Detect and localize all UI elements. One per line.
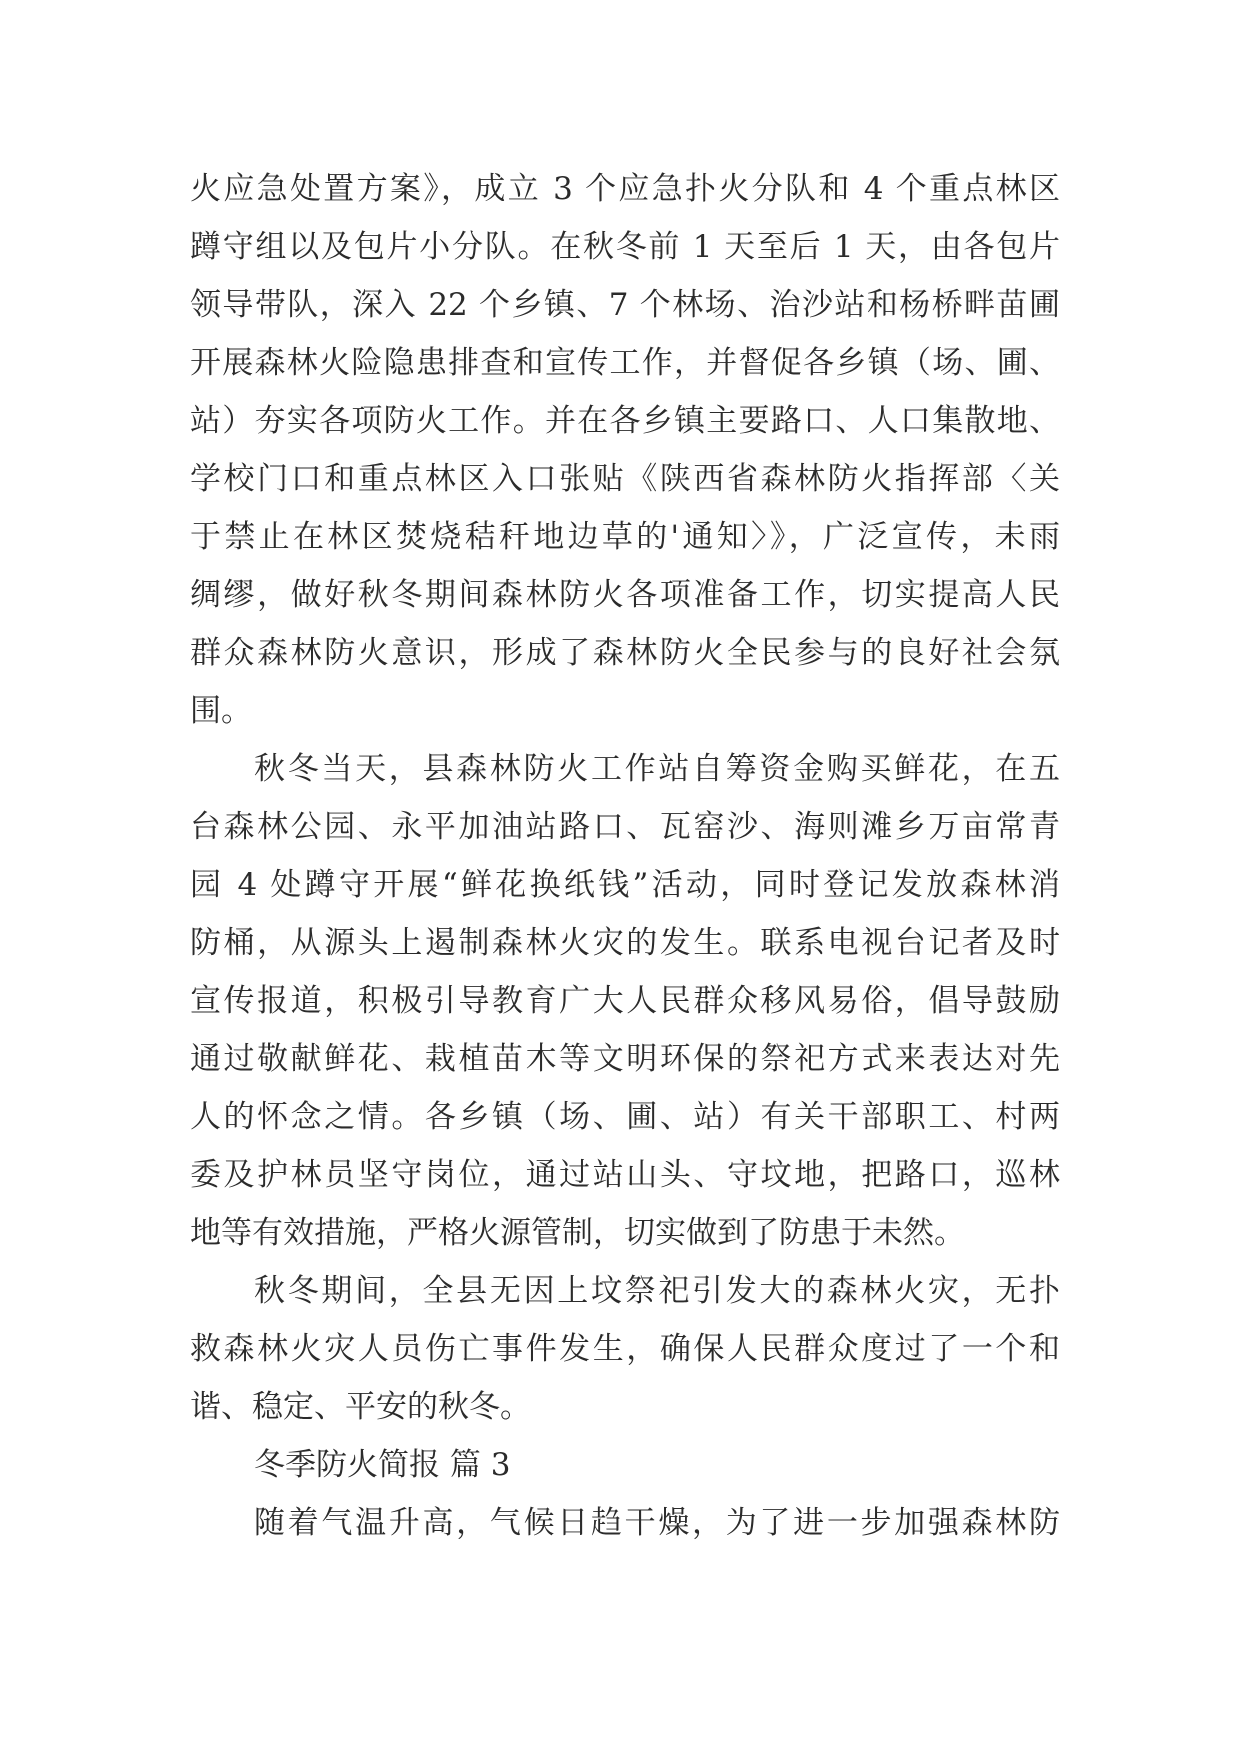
paragraph-line: 火应急处置方案》，成立 3 个应急扑火分队和 4 个重点林区 (190, 171, 1060, 207)
paragraph-line: 领导带队，深入 22 个乡镇、7 个林场、治沙站和杨桥畔苗圃 (190, 287, 1060, 323)
paragraph-line: 于禁止在林区焚烧秸秆地边草的'通知〉》，广泛宣传，未雨 (190, 519, 1060, 555)
paragraph-line: 学校门口和重点林区入口张贴《陕西省森林防火指挥部〈关 (190, 461, 1060, 497)
document-body (190, 160, 1060, 1552)
paragraph-2 (190, 740, 1060, 1262)
paragraph-line: 地等有效措施，严格火源管制，切实做到了防患于未然。 (190, 1215, 965, 1251)
paragraph-line: 群众森林防火意识，形成了森林防火全民参与的良好社会氛 (190, 635, 1060, 671)
section-heading: 冬季防火简报 篇 3 (254, 1447, 511, 1483)
paragraph-line: 随着气温升高，气候日趋干燥，为了进一步加强森林防 (254, 1505, 1060, 1541)
paragraph-line: 秋冬期间，全县无因上坟祭祀引发大的森林火灾，无扑 (254, 1273, 1060, 1309)
paragraph-line: 站）夯实各项防火工作。并在各乡镇主要路口、人口集散地、 (190, 403, 1060, 439)
paragraph-line: 蹲守组以及包片小分队。在秋冬前 1 天至后 1 天，由各包片 (190, 229, 1060, 265)
paragraph-3 (190, 1262, 1060, 1436)
paragraph-line: 防桶，从源头上遏制森林火灾的发生。联系电视台记者及时 (190, 925, 1060, 961)
paragraph-line: 谐、稳定、平安的秋冬。 (190, 1389, 531, 1425)
paragraph-1 (190, 160, 1060, 740)
paragraph-line: 人的怀念之情。各乡镇（场、圃、站）有关干部职工、村两 (190, 1099, 1060, 1135)
paragraph-line: 围。 (190, 693, 252, 729)
paragraph-4 (190, 1494, 1060, 1552)
paragraph-line: 通过敬献鲜花、栽植苗木等文明环保的祭祀方式来表达对先 (190, 1041, 1060, 1077)
paragraph-line: 宣传报道，积极引导教育广大人民群众移风易俗，倡导鼓励 (190, 983, 1060, 1019)
paragraph-line: 台森林公园、永平加油站路口、瓦窑沙、海则滩乡万亩常青 (190, 809, 1060, 845)
paragraph-line: 绸缪，做好秋冬期间森林防火各项准备工作，切实提高人民 (190, 577, 1060, 613)
paragraph-line: 救森林火灾人员伤亡事件发生，确保人民群众度过了一个和 (190, 1331, 1060, 1367)
paragraph-line: 委及护林员坚守岗位，通过站山头、守坟地，把路口，巡林 (190, 1157, 1060, 1193)
paragraph-line: 开展森林火险隐患排查和宣传工作，并督促各乡镇（场、圃、 (190, 345, 1060, 381)
paragraph-line: 园 4 处蹲守开展“鲜花换纸钱”活动，同时登记发放森林消 (190, 867, 1060, 903)
paragraph-line: 秋冬当天，县森林防火工作站自筹资金购买鲜花，在五 (254, 751, 1060, 787)
